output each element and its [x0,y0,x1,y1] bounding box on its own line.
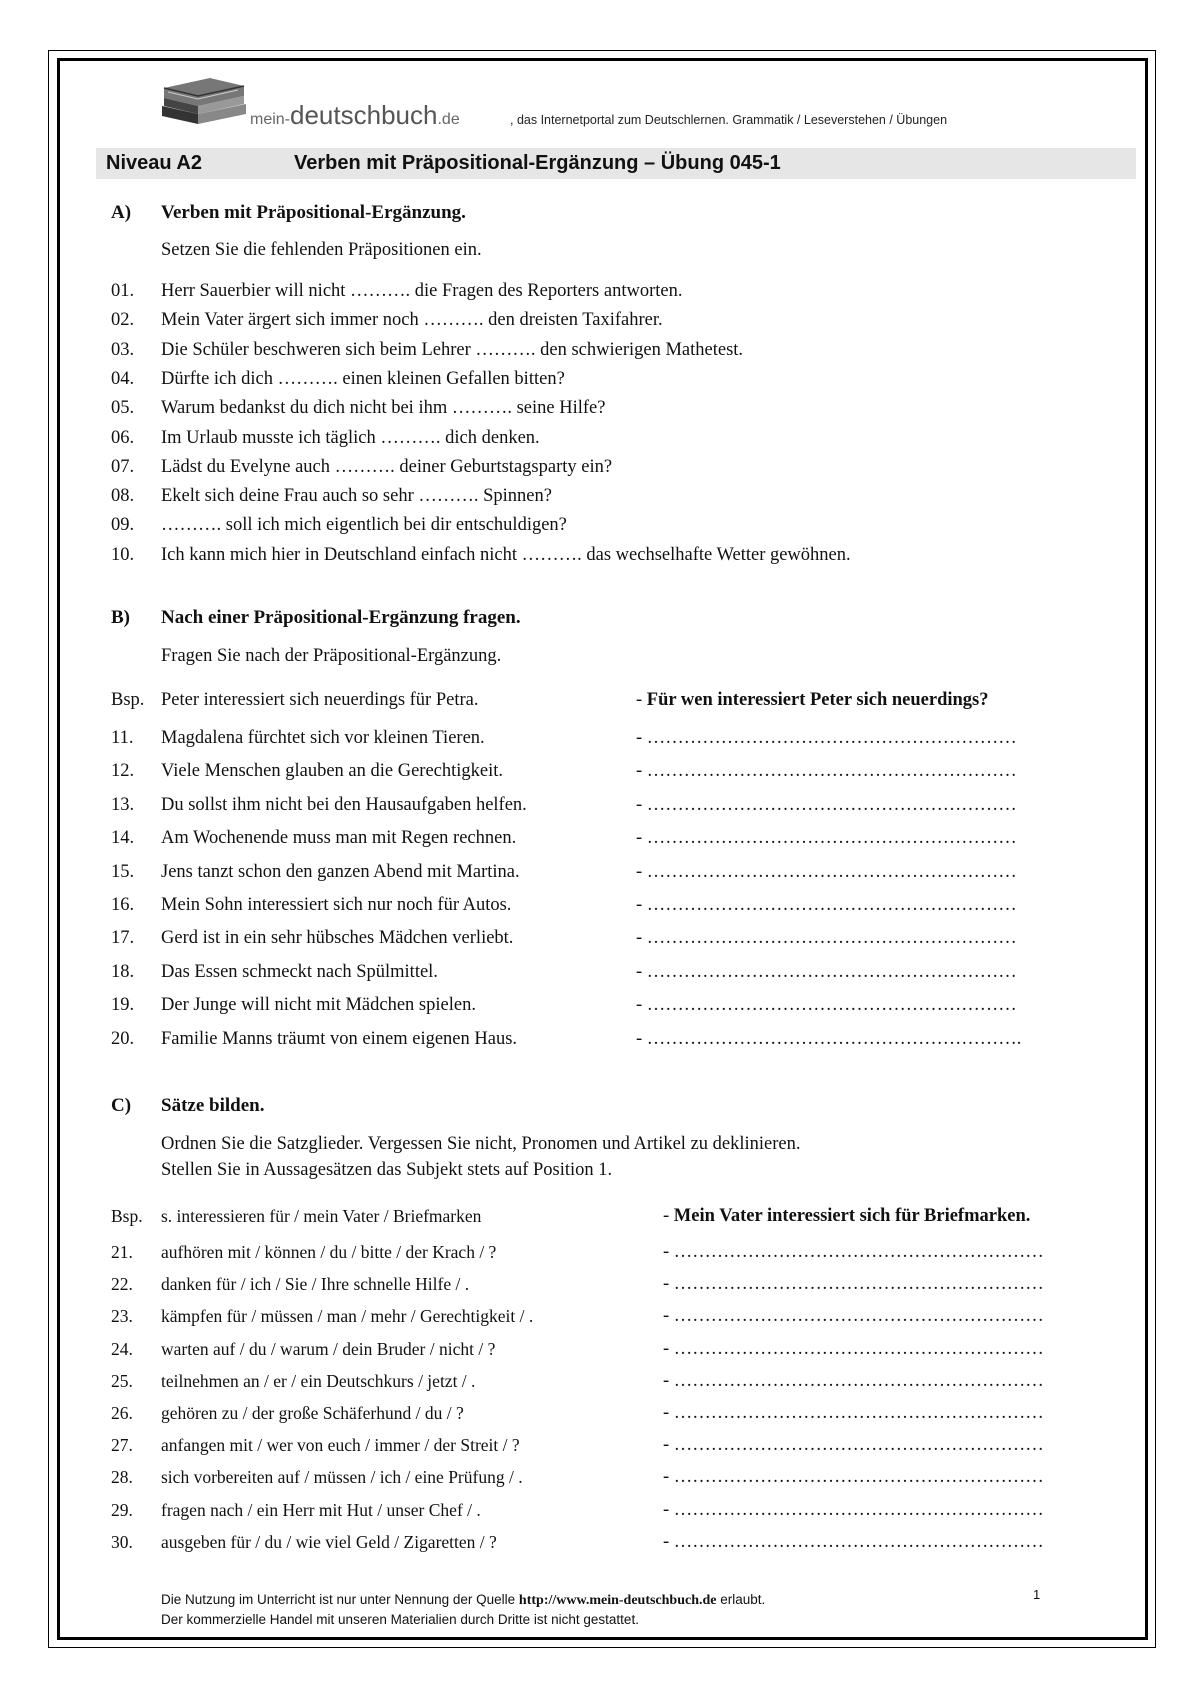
item-number: 21. [111,1242,133,1262]
exercise-row [0,398,1200,426]
section-c-instruction-1: Ordnen Sie die Satzglieder. Vergessen Sie nicht, Pronomen und Artikel zu deklinieren. [161,1134,801,1154]
exercise-row [0,1371,1200,1399]
exercise-row [0,962,1200,990]
section-a-title: Verben mit Präpositional-Ergänzung. [161,202,466,223]
item-number: 07. [111,456,135,477]
exercise-row [0,1403,1200,1431]
exercise-row [0,728,1200,756]
answer-blank[interactable]: - …………………………………………………… [663,1499,1044,1520]
exercise-row [0,795,1200,823]
item-text: danken für / ich / Sie / Ihre schnelle Hilfe / . [161,1274,470,1295]
exercise-row [0,1029,1200,1057]
answer-blank[interactable]: - …………………………………………………… [663,1531,1044,1552]
answer-blank[interactable]: - ……………………………………………………. [636,1028,1022,1049]
exercise-row [0,310,1200,338]
item-text: anfangen mit / wer von euch / immer / der Streit / ? [161,1435,520,1456]
exercise-row [0,862,1200,890]
item-number: 14. [111,828,135,849]
exercise-row [0,1242,1200,1270]
exercise-row [0,486,1200,514]
item-number: 03. [111,339,135,360]
item-text: Familie Manns träumt von einem eigenen Haus. [161,1028,518,1049]
exercise-row [0,545,1200,573]
exercise-row [0,1306,1200,1334]
books-stack-icon [158,74,248,128]
answer-blank[interactable]: - …………………………………………………… [663,1370,1044,1391]
item-text: ………. soll ich mich eigentlich bei dir entschuldigen? [161,515,567,536]
example-text: Peter interessiert sich neuerdings für Petra. [161,690,479,710]
item-number: 17. [111,928,135,949]
site-logo-text [250,100,460,131]
page-number: 1 [1033,1587,1041,1602]
item-text: ausgeben für / du / wie viel Geld / Zigaretten / ? [161,1531,497,1552]
item-number: 18. [111,961,135,982]
section-a-instruction: Setzen Sie die fehlenden Präpositionen ein. [161,240,482,260]
item-number: 06. [111,427,135,448]
item-text: fragen nach / ein Herr mit Hut / unser Chef / . [161,1499,481,1520]
section-b-instruction: Fragen Sie nach der Präpositional-Ergänzung. [161,646,502,666]
item-text: Warum bedankst du dich nicht bei ihm ………. seine Hilfe? [161,398,606,419]
exercise-row [0,281,1200,309]
answer-blank[interactable]: - …………………………………………………… [663,1403,1044,1423]
logo-prefix: mein- [250,111,291,128]
item-number: 26. [111,1403,133,1423]
exercise-row [0,1274,1200,1302]
item-text: Jens tanzt schon den ganzen Abend mit Martina. [161,861,520,882]
item-text: Die Schüler beschweren sich beim Lehrer ………. den schwierigen Mathetest. [161,339,744,360]
item-number: 27. [111,1435,133,1456]
worksheet-title: Verben mit Präpositional-Ergänzung – Übung 045-1 [294,152,781,174]
exercise-row [0,761,1200,789]
exercise-row [0,340,1200,368]
item-text: Mein Vater ärgert sich immer noch ………. den dreisten Taxifahrer. [161,310,663,331]
answer-blank[interactable]: - …………………………………………………… [663,1274,1044,1295]
exercise-row [0,828,1200,856]
item-number: 23. [111,1306,133,1327]
exercise-row [0,1339,1200,1367]
item-number: 02. [111,310,135,331]
item-text: Herr Sauerbier will nicht ………. die Fragen des Reporters antworten. [161,281,683,301]
section-a-letter: A) [111,202,132,223]
item-number: 19. [111,995,135,1016]
item-number: 15. [111,861,135,882]
item-text: Magdalena fürchtet sich vor kleinen Tieren. [161,728,485,748]
answer-blank[interactable]: - …………………………………………………… [663,1242,1044,1262]
logo-main: deutschbuch [290,100,438,130]
section-b-letter: B) [111,607,130,628]
example-answer: Für wen interessiert Peter sich neuerdings? [646,690,989,710]
section-b-title: Nach einer Präpositional-Ergänzung fragen. [161,607,521,628]
item-number: 24. [111,1338,133,1359]
section-c-instruction-2: Stellen Sie in Aussagesätzen das Subjekt stets auf Position 1. [161,1160,613,1180]
footer-link[interactable]: http://www.mein-deutschbuch.de [518,1593,717,1608]
item-number: 01. [111,281,135,301]
item-number: 22. [111,1274,133,1295]
answer-blank[interactable]: - …………………………………………………… [663,1435,1044,1456]
answer-blank[interactable]: - …………………………………………………… [636,828,1017,849]
item-number: 13. [111,794,135,815]
item-text: sich vorbereiten auf / müssen / ich / eine Prüfung / . [161,1467,523,1488]
item-text: Im Urlaub musste ich täglich ………. dich denken. [161,427,540,448]
item-text: Dürfte ich dich ………. einen kleinen Gefallen bitten? [161,368,565,389]
item-number: 08. [111,486,135,507]
item-text: Der Junge will nicht mit Mädchen spielen. [161,995,476,1016]
exercise-row [0,428,1200,456]
example-num: Bsp. [111,1206,143,1226]
answer-blank[interactable]: - …………………………………………………… [663,1338,1044,1359]
answer-blank[interactable]: - …………………………………………………… [636,861,1017,882]
item-number: 30. [111,1531,133,1552]
exercise-row [0,1435,1200,1463]
example-num: Bsp. [111,690,145,710]
item-text: aufhören mit / können / du / bitte / der Krach / ? [161,1242,497,1262]
exercise-row [0,1532,1200,1560]
item-text: Am Wochenende muss man mit Regen rechnen. [161,828,517,849]
footer-commercial-note: Der kommerzielle Handel mit unseren Materialien durch Dritte ist nicht gestattet. [161,1612,639,1627]
answer-blank[interactable]: - …………………………………………………… [636,995,1017,1016]
example-answer: Mein Vater interessiert sich für Briefmarken. [673,1206,1031,1226]
answer-blank[interactable]: - …………………………………………………… [636,961,1017,982]
item-number: 11. [111,728,134,748]
exercise-row [0,457,1200,485]
exercise-row [0,1500,1200,1528]
exercise-row [0,369,1200,397]
item-text: Mein Sohn interessiert sich nur noch für Autos. [161,895,512,915]
item-text: teilnehmen an / er / ein Deutschkurs / jetzt / . [161,1370,476,1391]
item-number: 16. [111,895,135,915]
logo-suffix: .de [437,111,460,128]
item-text: warten auf / du / warum / dein Bruder / nicht / ? [161,1338,496,1359]
answer-blank[interactable]: - …………………………………………………… [636,928,1017,949]
answer-blank[interactable]: - …………………………………………………… [636,761,1017,782]
example-text: s. interessieren für / mein Vater / Briefmarken [161,1206,482,1226]
item-number: 09. [111,515,135,536]
item-text: gehören zu / der große Schäferhund / du / ? [161,1403,464,1423]
item-number: 28. [111,1467,133,1488]
exercise-row [0,515,1200,543]
item-number: 10. [111,544,135,565]
answer-blank[interactable]: - …………………………………………………… [663,1467,1044,1488]
section-b-example: Bsp. Peter interessiert sich neuerdings für Petra. - Für wen interessiert Peter sich neuerdings? [111,690,989,710]
item-text: Ich kann mich hier in Deutschland einfach nicht ………. das wechselhafte Wetter gewöhnen. [161,544,851,565]
item-text: Viele Menschen glauben an die Gerechtigkeit. [161,761,504,782]
answer-blank[interactable]: - …………………………………………………… [636,794,1017,815]
footer-text-end: erlaubt. [716,1592,766,1607]
item-text: Das Essen schmeckt nach Spülmittel. [161,961,438,982]
exercise-row [0,895,1200,923]
item-text: Lädst du Evelyne auch ………. deiner Geburtstagsparty ein? [161,456,613,477]
item-text: Gerd ist in ein sehr hübsches Mädchen verliebt. [161,928,514,949]
item-text: Du sollst ihm nicht bei den Hausaufgaben helfen. [161,794,527,815]
section-c-letter: C) [111,1095,132,1116]
item-number: 04. [111,368,135,389]
answer-blank[interactable]: - …………………………………………………… [636,728,1017,748]
item-number: 05. [111,398,135,419]
exercise-row [0,1467,1200,1495]
item-number: 20. [111,1028,135,1049]
section-c-example: Bsp. s. interessieren für / mein Vater / Briefmarken - Mein Vater interessiert sich für Briefmarken. [111,1206,1031,1226]
item-text: kämpfen für / müssen / man / mehr / Gerechtigkeit / . [161,1306,534,1327]
answer-blank[interactable]: - …………………………………………………… [636,895,1017,915]
exercise-row [0,928,1200,956]
section-c-title: Sätze bilden. [161,1095,265,1116]
item-number: 12. [111,761,135,782]
level-label: Niveau A2 [106,152,202,174]
site-tagline: , das Internetportal zum Deutschlernen. Grammatik / Leseverstehen / Übungen [510,113,948,127]
footer-text: Die Nutzung im Unterricht ist nur unter Nennung der Quelle [161,1592,519,1607]
item-number: 29. [111,1499,133,1520]
item-number: 25. [111,1370,133,1391]
exercise-row [0,995,1200,1023]
answer-blank[interactable]: - …………………………………………………… [663,1306,1044,1327]
footer-usage-note [161,1592,765,1609]
item-text: Ekelt sich deine Frau auch so sehr ………. Spinnen? [161,486,552,507]
